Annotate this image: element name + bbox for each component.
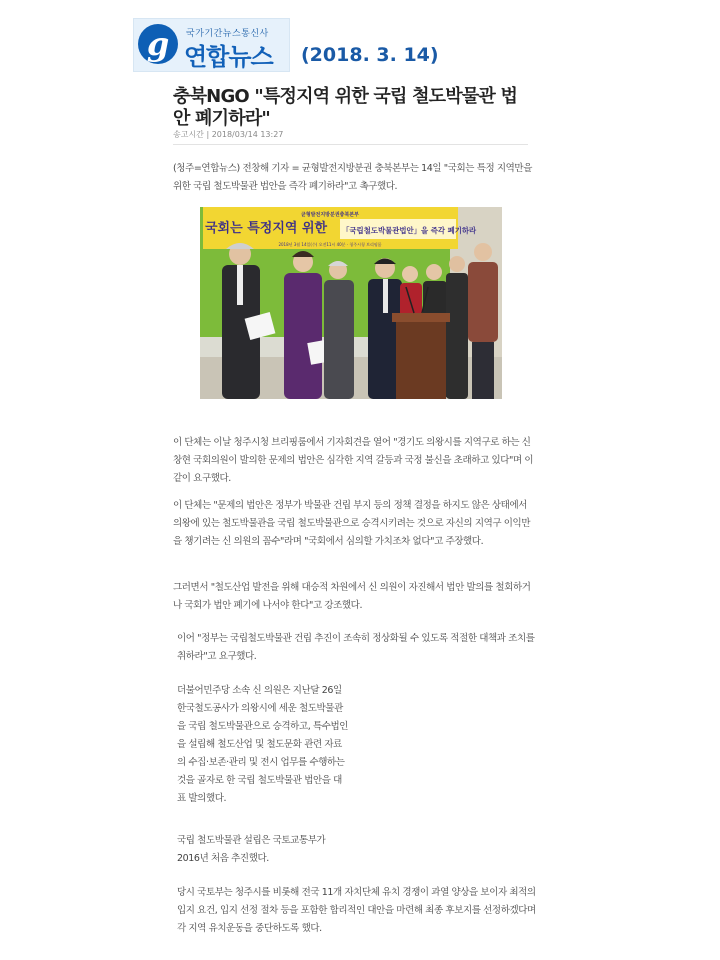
banner-organization: 균형발전지방분권충북본부: [301, 212, 359, 218]
person-8: [468, 243, 498, 399]
article-paragraph-1: (청주=연합뉴스) 전창해 기자 = 균형발전지방분권 충북본부는 14일 "국회는 특정 지역만을 위한 국립 철도박물관 법안을 즉각 폐기하라"고 촉구했다.: [173, 163, 532, 192]
yonhap-logo-mark-icon: g: [138, 24, 178, 64]
person-3: [324, 261, 354, 399]
title-divider: [173, 144, 528, 145]
clipping-date: (2018. 3. 14): [301, 44, 439, 66]
article-paragraph-8: 당시 국토부는 청주시를 비롯해 전국 11개 자치단체 유치 경쟁이 과열 양상을 보이자 최적의 입지 요건, 입지 선정 절차 등을 포함한 합리적인 대안을 마련해 최종 후보지를 선정하겠다며 각 지역 유치운동을 중단하도록 했다.: [177, 887, 536, 934]
article-paragraph-4: 그러면서 "철도산업 발전을 위해 대승적 차원에서 신 의원이 자진해서 법안 발의를 철회하거나 국회가 법안 폐기에 나서야 한다"고 강조했다.: [173, 582, 531, 611]
banner-main-left: 국회는 특정지역 위한: [205, 221, 328, 236]
article-meta: 송고시간 | 2018/03/14 13:27: [173, 130, 284, 139]
article-paragraph-3: 이 단체는 "문제의 법안은 정부가 박물관 건립 부지 등의 정책 결정을 하지도 않은 상태에서 의왕에 있는 철도박물관을 국립 철도박물관으로 승격시키려는 것으로 자신의 지역구 이익만을 챙기려는 신 의원의 꼼수"라며 "국회에서 심의할 가치조차 없다"고 주장했다.: [173, 500, 531, 547]
article-paragraph-2: 이 단체는 이날 청주시청 브리핑룸에서 기자회견을 열어 "경기도 의왕시를 지역구로 하는 신창현 국회의원이 발의한 문제의 법안은 심각한 지역 갈등과 국정 불신을 초래하고 있다"며 이같이 요구했다.: [173, 437, 534, 484]
logo-tagline: 국가기간뉴스통신사: [186, 29, 269, 39]
yonhap-logo: [133, 18, 290, 72]
article-paragraph-6: 더불어민주당 소속 신 의원은 지난달 26일 한국철도공사가 의왕시에 세운 철도박물관을 국립 철도박물관으로 승격하고, 특수법인을 설립해 철도산업 및 철도문화 관련 자료의 수집·보존·관리 및 전시 업무를 수행하는 것을 골자로 한 국립 철도박물관 법안을 대표 발의했다.: [177, 685, 349, 804]
person-7: [446, 256, 468, 399]
logo-name: 연합뉴스: [184, 43, 273, 71]
banner-date: 2018년 3월 14일(수) 오전11시 40분 · 청주시청 브리핑룸: [278, 242, 382, 247]
banner-main-right: 「국립철도박물관법안」을 즉각 폐기하라: [342, 226, 477, 235]
article-paragraph-5: 이어 "정부는 국립철도박물관 건립 추진이 조속히 정상화될 수 있도록 적절한 대책과 조치를 취하라"고 요구했다.: [177, 633, 535, 662]
press-conference-photo: [200, 207, 502, 399]
masthead: [133, 18, 439, 73]
article-paragraph-7: 국립 철도박물관 설립은 국토교통부가 2016년 처음 추진했다.: [177, 835, 326, 864]
article-title: 충북NGO "특정지역 위한 국립 철도박물관 법안 폐기하라": [173, 86, 518, 129]
